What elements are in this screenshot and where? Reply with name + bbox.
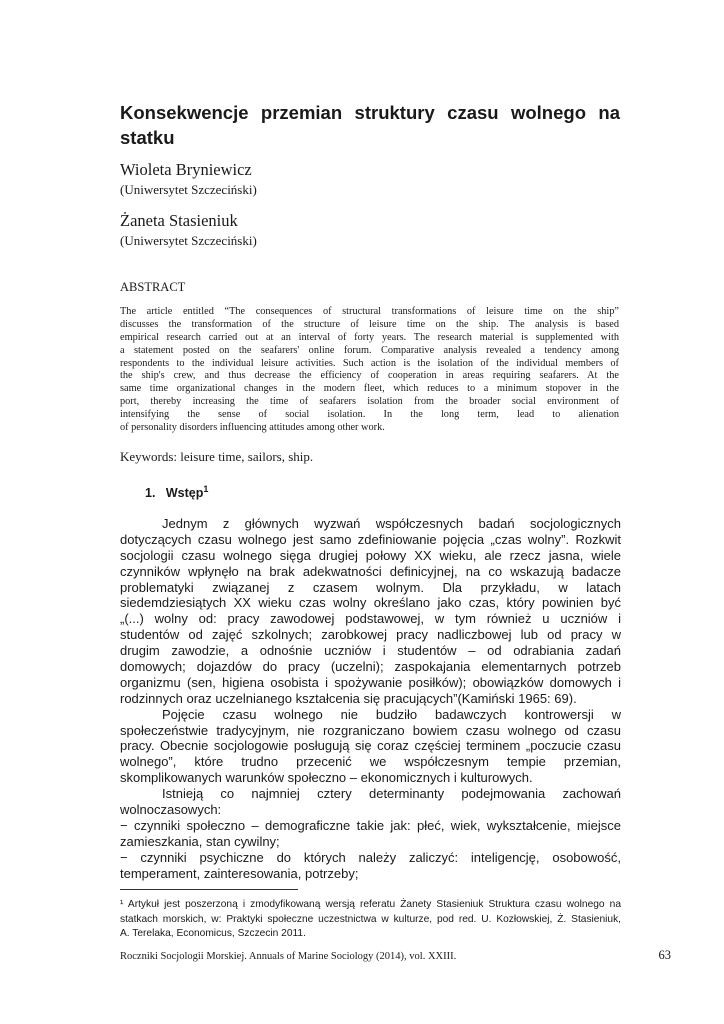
section-title: Wstęp <box>165 486 204 501</box>
list-item-line: zamieszkania, stan cywilny; <box>120 833 280 849</box>
journal-footer: Roczniki Socjologii Morskiej. Annuals of Marine Sociology (2014), vol. XXIII. <box>120 951 457 962</box>
footnote-reference[interactable]: 1 <box>203 484 209 494</box>
paragraph-line: pracy. Obecnie socjologowie posługują się coraz częściej terminem „poczucie czasu <box>120 738 621 754</box>
paragraph-line: wolnoczasowych: <box>120 802 222 818</box>
abstract-line: The article entitled “The consequences of structural transformations of leisure time on the ship” <box>120 306 619 317</box>
paragraph-line: Istnieją co najmniej cztery determinanty podejmowania zachowań <box>162 786 621 802</box>
paragraph-line: społeczeństwie tradycyjnym, nie rozgraniczano bowiem czasu wolnego od czasu <box>120 722 621 738</box>
abstract-text <box>120 306 619 435</box>
footnote-line: A. Terelaka, Economicus, Szczecin 2011. <box>120 928 306 939</box>
paragraph-line: siedemdziesiątych XX wieku czas wolny określano jako czas, który powinien być <box>120 595 621 611</box>
author-name-1: Wioleta Bryniewicz <box>120 160 252 179</box>
author-affiliation-2: (Uniwersytet Szczeciński) <box>120 233 257 248</box>
paragraph-line: dotyczących czasu wolnego jest samo zdefiniowanie pojęcia „czas wolny”. Rozkwit <box>120 531 621 547</box>
abstract-line: port, thereby increasing the time of seafarers isolation from the broader social environment of <box>120 396 619 408</box>
list-item-line: − czynniki społeczno – demograficzne takie jak: płeć, wiek, wykształcenie, miejsce <box>120 817 621 833</box>
abstract-line: the ship's crew, and thus decrease the efficiency of cooperation in areas requiring seafarers. At the <box>120 370 619 382</box>
list-item-line: − czynniki psychiczne do których należy zaliczyć: inteligencję, osobowość, <box>120 849 621 865</box>
abstract-line: discusses the transformation of the structure of leisure time on the ship. The analysis is based <box>120 318 619 330</box>
abstract-line: of personality disorders influencing attitudes among other work. <box>120 422 385 434</box>
footnote-line: ¹ Artykuł jest poszerzoną i zmodyfikowaną wersją referatu Żanety Stasieniuk Struktura czasu wolnego na <box>120 899 621 910</box>
paragraph-line: Pojęcie czasu wolnego nie budziło badawczych kontrowersji w <box>162 706 621 722</box>
paragraph-line: studentów od zajęć szkolnych; zarobkowej pracy nadliczbowej lub od pracy w <box>120 627 621 643</box>
footnote <box>120 898 621 942</box>
paragraph-line: „(...) wolny od: pracy zawodowej podstawowej, w tym również u uczniów i <box>120 611 621 627</box>
paragraph-line: czynników wpłynęło na brak adekwatności definicyjnej, na co wskazują badacze <box>120 563 621 579</box>
abstract-line: empirical research carried out at an interval of forty years. The research material is supplemented with <box>120 331 619 343</box>
footnote-line: statkach morskich, w: Praktyki społeczne uczestnictwa w kulturze, pod red. U. Kozłowskiej, Ż. Stasieniuk, <box>120 913 621 925</box>
abstract-line: same time organizational changes in the modern fleet, which reduces to a minimum stopover in the <box>120 383 619 395</box>
paragraph-line: problematyki związanej z czasem wolnym. Dla przykładu, w latach <box>120 579 621 595</box>
article-title: Konsekwencje przemian struktury czasu wolnego na statku <box>120 102 620 148</box>
abstract-line: intensifying the sense of social isolation. In the long term, lead to alienation <box>120 409 619 421</box>
keywords: Keywords: leisure time, sailors, ship. <box>120 449 314 464</box>
paragraph-line: rodzinnych oraz uczelnianego kształcenia się pracujących”(Kamiński 1965: 69). <box>120 690 577 706</box>
page-number: 63 <box>658 948 671 962</box>
paragraph-line: Jednym z głównych wyzwań współczesnych badań socjologicznych <box>162 516 621 531</box>
list-item-line: temperament, zainteresowania, potrzeby; <box>120 865 359 881</box>
paragraph-line: drugim zawodzie, a odnośnie uczniów i studentów – od odrabiania zadań <box>120 643 621 659</box>
abstract-line: respondents to the individual leisure activities. Such action is the isolation of the individual members of <box>120 357 619 369</box>
abstract-heading: ABSTRACT <box>120 280 186 294</box>
footnote-divider <box>120 889 298 890</box>
section-number: 1. <box>145 486 156 501</box>
abstract-line: a statement posted on the seafarers' online forum. Comparative analysis revealed a tendency among <box>120 344 619 356</box>
body-text <box>120 516 621 881</box>
paragraph-line: domowych; dojazdów do pracy (uczelni); zaspokajania elementarnych potrzeb <box>120 659 621 675</box>
paragraph-line: socjologii czasu wolnego sięga drugiej połowy XX wieku, ale rzecz jasna, wiele <box>120 547 621 563</box>
paragraph-line: organizmu (sen, higiena osobista i spożywanie posiłków); obowiązków domowych i <box>120 674 621 690</box>
paragraph-line: skomplikowanych warunków społeczno – ekonomicznych i kulturowych. <box>120 770 533 786</box>
author-name-2: Żaneta Stasieniuk <box>120 211 238 230</box>
author-affiliation-1: (Uniwersytet Szczeciński) <box>120 182 257 197</box>
paragraph-line: wolnego”, które trudno przecenić we współczesnym tempie przemian, <box>120 754 621 770</box>
section-heading <box>145 484 208 500</box>
